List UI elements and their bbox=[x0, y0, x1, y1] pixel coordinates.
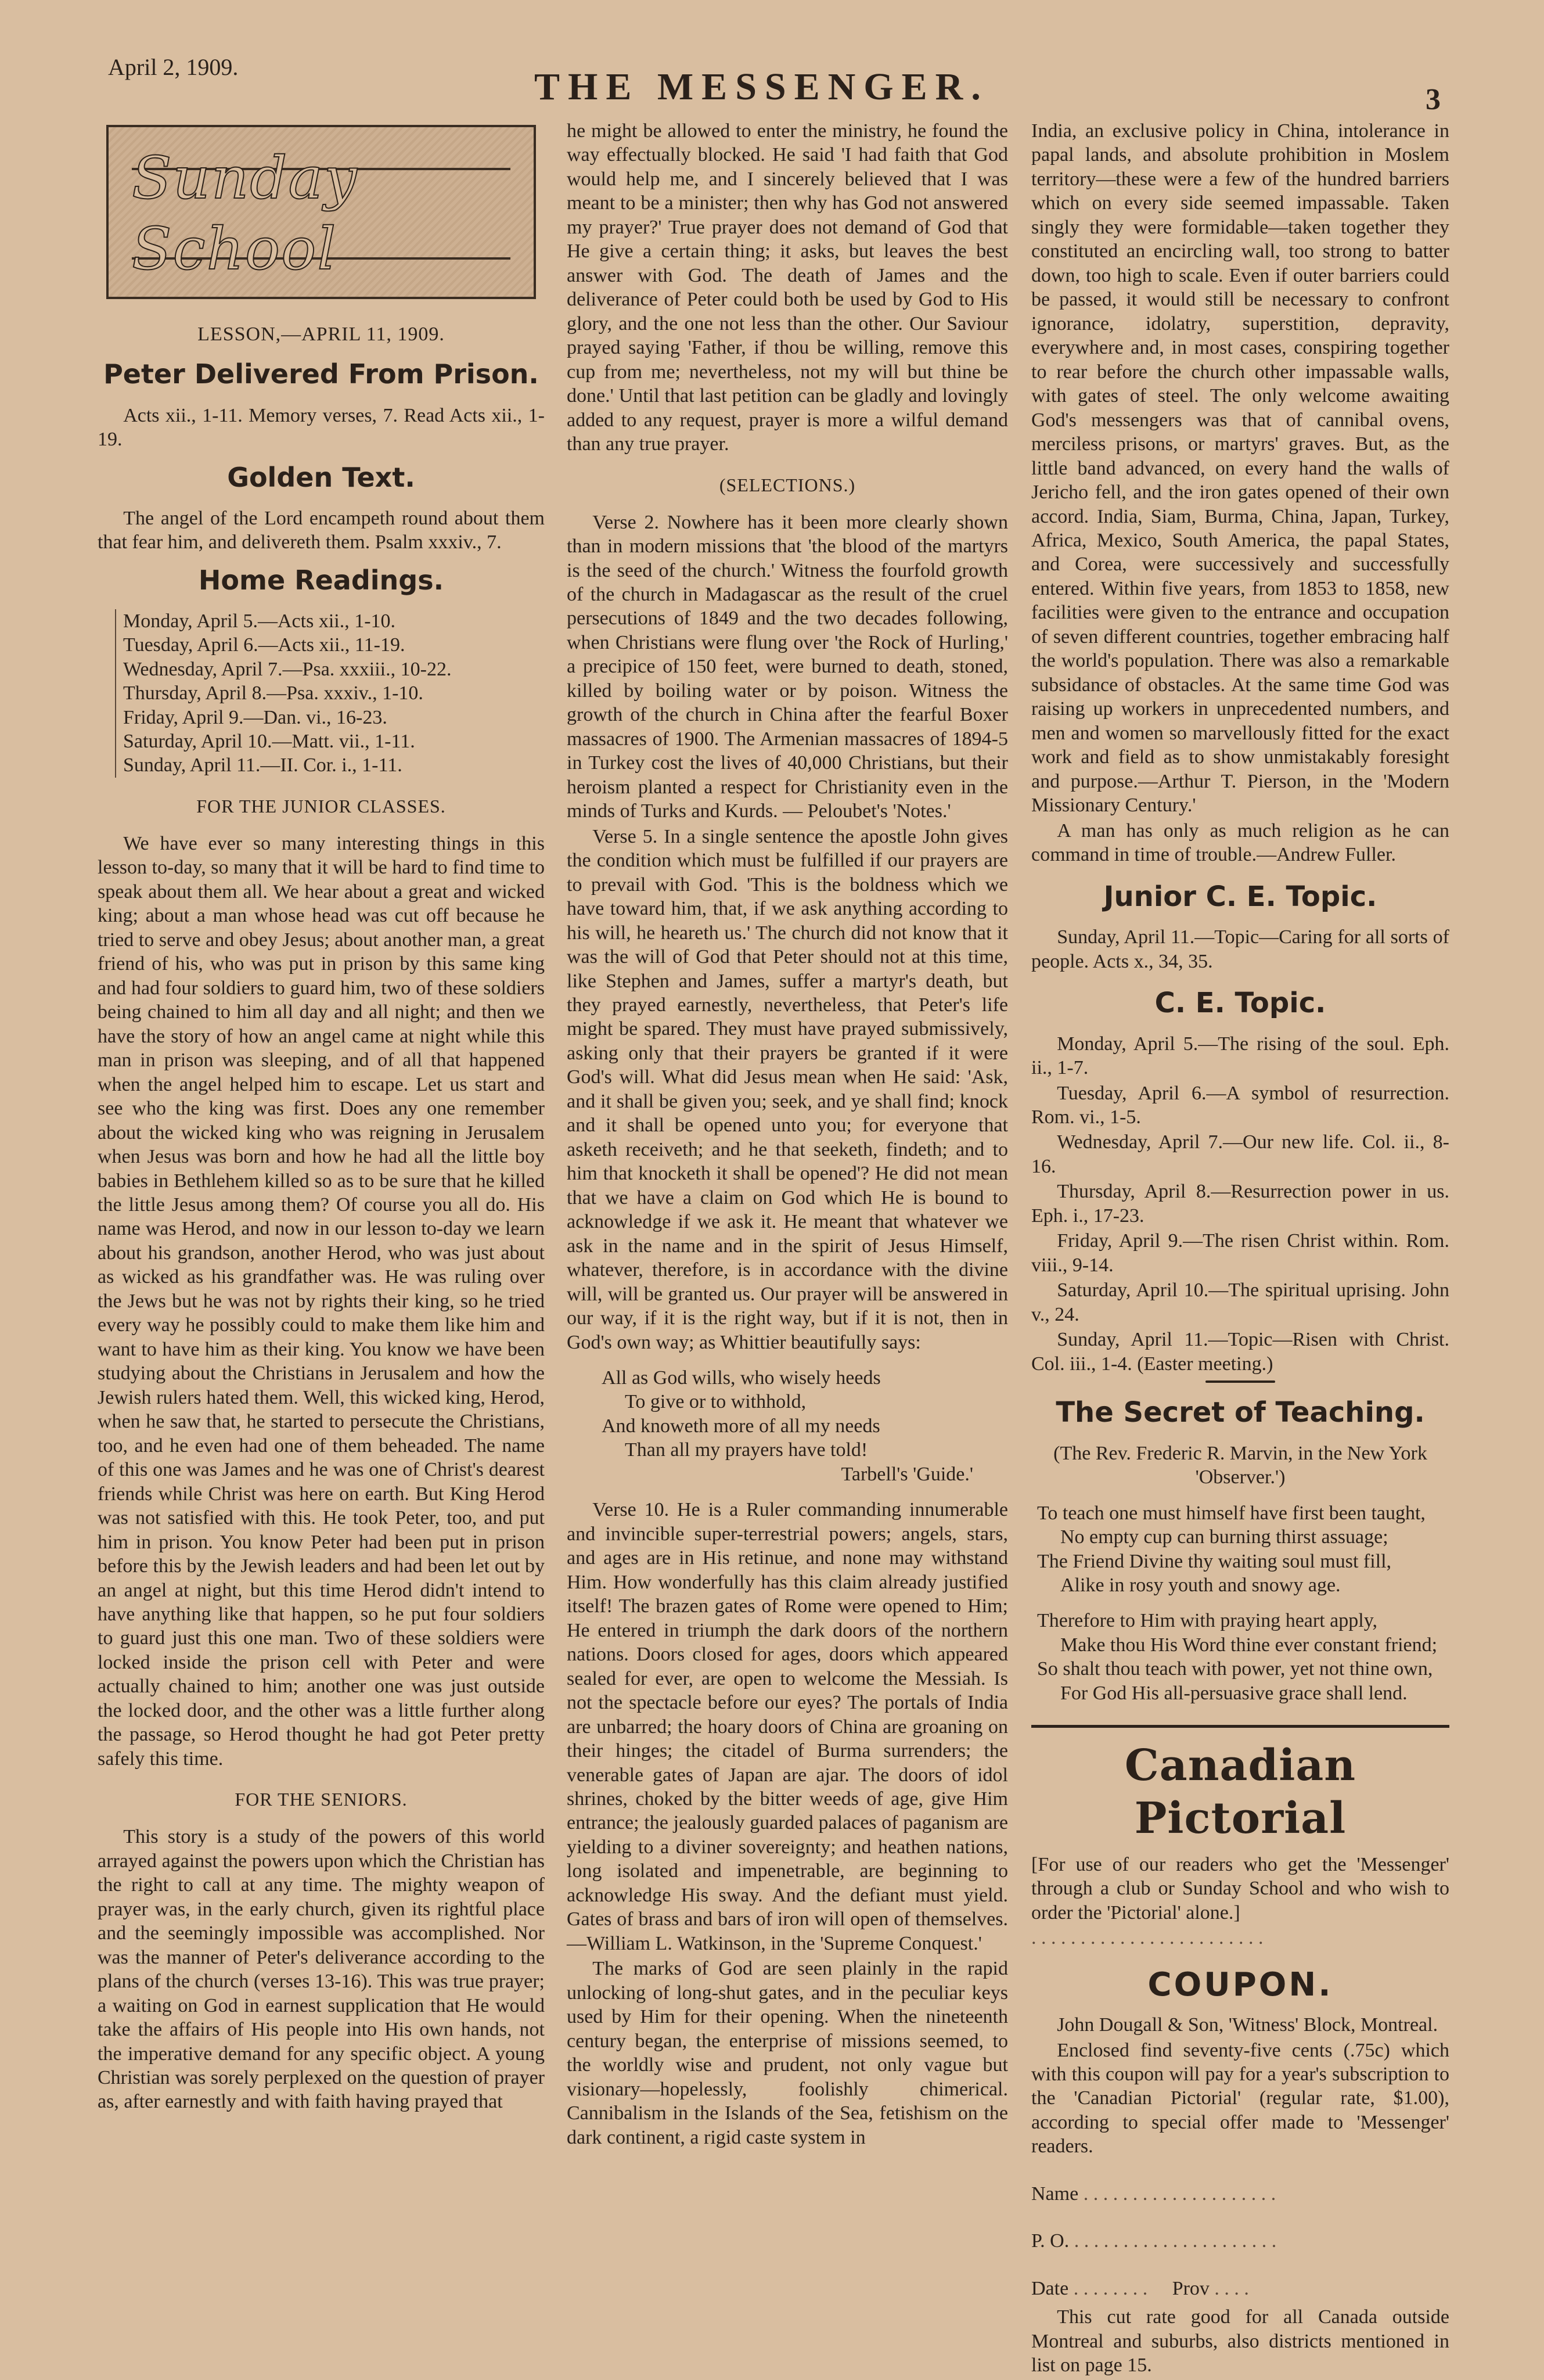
home-readings-list bbox=[115, 609, 545, 778]
issue-date: April 2, 1909. bbox=[108, 54, 239, 80]
secret-of-teaching-heading: The Secret of Teaching. bbox=[1056, 1396, 1425, 1429]
ce-item: Friday, April 9.—The risen Christ within. Rom. viii., 9-14. bbox=[1031, 1230, 1449, 1276]
poem-line: All as God wills, who wisely heeds bbox=[602, 1367, 881, 1389]
coupon-address: John Dougall & Son, 'Witness' Block, Montreal. bbox=[1057, 2014, 1438, 2036]
reading-item: Sunday, April 11.—II. Cor. i., 1-11. bbox=[115, 753, 545, 777]
reading-item: Saturday, April 10.—Matt. vii., 1-11. bbox=[115, 729, 545, 753]
fill-line: . . . . . . . . bbox=[1068, 2277, 1168, 2299]
column-3 bbox=[1031, 119, 1449, 2379]
poem-line: Alike in rosy youth and snowy age. bbox=[1060, 1574, 1341, 1597]
seniors-text: This story is a study of the powers of this world arrayed against the powers upon which the Christian has the right to call at any time. The mighty weapon of prayer was, in the early church, given its rightful place and the seemingly impossible was accomplished. Nor was the manner of Peter's deliverance according to the plans of the church (verses 13-16). This was true prayer; a waiting on God in earnest supplication that He would take the affairs of His people into His own hands, not the imperative demand for any specific object. A young Christian was sorely perplexed on the question of prayer as, after earnestly and with faith having prayed that bbox=[98, 1826, 545, 2113]
whittier-poem bbox=[602, 1366, 1008, 1486]
page-number: 3 bbox=[1426, 83, 1441, 116]
poem-line: So shalt thou teach with power, yet not thine own, bbox=[1037, 1658, 1433, 1680]
secret-poem bbox=[1037, 1501, 1449, 1706]
section-rule bbox=[1031, 1725, 1449, 1728]
seniors-heading: FOR THE SENIORS. bbox=[235, 1789, 408, 1810]
ce-item: Tuesday, April 6.—A symbol of resurrection. Rom. vi., 1-5. bbox=[1031, 1082, 1449, 1128]
coupon-footer: This cut rate good for all Canada outside Montreal and suburbs, also districts mentioned in list on page 15. bbox=[1031, 2306, 1449, 2377]
poem-line: And knoweth more of all my needs bbox=[602, 1415, 880, 1437]
banner-frame bbox=[132, 144, 510, 283]
junior-ce-text: Sunday, April 11.—Topic—Caring for all sorts of people. Acts x., 34, 35. bbox=[1031, 926, 1449, 972]
lesson-title: Peter Delivered From Prison. bbox=[103, 358, 539, 390]
lesson-date: LESSON,—APRIL 11, 1909. bbox=[197, 323, 445, 345]
po-field[interactable] bbox=[1031, 2229, 1449, 2253]
masthead-title: THE MESSENGER. bbox=[534, 66, 989, 108]
banner-title: Sunday School bbox=[132, 144, 358, 283]
junior-classes-heading: FOR THE JUNIOR CLASSES. bbox=[196, 795, 446, 817]
ce-item: Saturday, April 10.—The spiritual uprising. John v., 24. bbox=[1031, 1279, 1449, 1325]
junior-ce-heading: Junior C. E. Topic. bbox=[1103, 880, 1377, 913]
ce-topic-heading: C. E. Topic. bbox=[1154, 987, 1326, 1020]
column-1 bbox=[98, 125, 545, 2115]
poem-source: Tarbell's 'Guide.' bbox=[841, 1463, 973, 1485]
coupon-text: Enclosed find seventy-five cents (.75c) which with this coupon will pay for a year's subscription to the 'Canadian Pictorial' (regular rate, $1.00), according to special offer made to 'Messenger' readers. bbox=[1031, 2039, 1449, 2158]
pictorial-note: [For use of our readers who get the 'Messenger' through a club or Sunday School and who wish to order the 'Pictorial' alone.] bbox=[1031, 1853, 1449, 1924]
paragraph: Verse 5. In a single sentence the apostle John gives the condition which must be fulfilled if our prayers are to prevail with God. 'This is the boldness which we have toward him, that, if we ask anything according to his will, he heareth us.' The church did not know that it was the will of God that Peter should not at this time, like Stephen and James, suffer a martyr's death, but they prayed earnestly, nevertheless, that Peter's life might be spared. They must have prayed submissively, asking only that their prayers be granted if it were God's will. What did Jesus mean when He said: 'Ask, and it shall be given you; seek, and ye shall find; knock and it shall be opened unto you; for everyone that asketh receiveth; and he that seeketh, findeth; and to him that knocketh it shall be opened'? He did not mean that we have a claim on God which He is bound to acknowledge if we ask it. He meant that whatever we ask in the name and in the spirit of Jesus Himself, whatever, therefore, is in accordance with the divine will, will be granted us. Our prayer will be answered in our way, if it is the right way, but if it is not, then in God's own way; as Whittier beautifully says: bbox=[567, 825, 1008, 1353]
poem-line: No empty cup can burning thirst assuage; bbox=[1060, 1526, 1388, 1548]
ce-item: Wednesday, April 7.—Our new life. Col. ii., 8-16. bbox=[1031, 1131, 1449, 1177]
secret-byline: (The Rev. Frederic R. Marvin, in the New York 'Observer.') bbox=[1053, 1442, 1427, 1489]
selections-heading: (SELECTIONS.) bbox=[719, 474, 856, 495]
ce-item: Monday, April 5.—The rising of the soul. Eph. ii., 1-7. bbox=[1031, 1033, 1449, 1079]
reading-item: Wednesday, April 7.—Psa. xxxiii., 10-22. bbox=[115, 657, 545, 681]
fill-line: . . . . . . . . . . . . . . . . . . . . . bbox=[1069, 2230, 1277, 2252]
reading-item: Thursday, April 8.—Psa. xxxiv., 1-10. bbox=[115, 681, 545, 705]
po-label: P. O. bbox=[1031, 2230, 1070, 2252]
prov-label: Prov bbox=[1172, 2277, 1210, 2299]
lesson-references: Acts xii., 1-11. Memory verses, 7. Read Acts xii., 1-19. bbox=[98, 404, 545, 451]
column-2 bbox=[567, 119, 1008, 2151]
paragraph: The marks of God are seen plainly in the rapid unlocking of long-shut gates, and in the peculiar keys used by Him for their opening. When the nineteenth century began, the enterprise of missions seemed, to the worldly wise and prudent, not only vague but visionary—hopelessly, foolishly chimerical. Cannibalism in the Islands of the Sea, fetishism on the dark continent, a rigid caste system in bbox=[567, 1958, 1008, 2148]
coupon-heading: COUPON. bbox=[1147, 1965, 1333, 2004]
reading-item: Monday, April 5.—Acts xii., 1-10. bbox=[115, 609, 545, 633]
poem-line: For God His all-persuasive grace shall lend. bbox=[1060, 1682, 1408, 1704]
ornament-divider bbox=[1205, 1380, 1275, 1383]
reading-item: Tuesday, April 6.—Acts xii., 11-19. bbox=[115, 633, 545, 657]
fill-line: . . . . . . . . . . . . . . . . . . . . bbox=[1078, 2183, 1276, 2205]
poem-line: To teach one must himself have first been taught, bbox=[1037, 1502, 1426, 1524]
name-field[interactable] bbox=[1031, 2182, 1449, 2206]
paragraph: A man has only as much religion as he can command in time of trouble.—Andrew Fuller. bbox=[1031, 819, 1449, 866]
poem-line: Therefore to Him with praying heart apply, bbox=[1037, 1610, 1377, 1632]
poem-line: Than all my prayers have told! bbox=[625, 1439, 868, 1461]
ce-item: Thursday, April 8.—Resurrection power in us. Eph. i., 17-23. bbox=[1031, 1181, 1449, 1227]
sunday-school-banner bbox=[106, 125, 536, 299]
paragraph: Verse 10. He is a Ruler commanding innumerable and invincible super-terrestrial powers; angels, stars, and ages are in His retinue, and none may withstand Him. How wonderfully has this claim already justified itself! The brazen gates of Rome were opened to Him; He entered in triumph the dark doors of the northern nations. Doors closed for ages, doors which appeared sealed for ever, are open to welcome the Messiah. Is not the spectacle before our eyes? The portals of India are unbarred; the hoary doors of China are groaning on their hinges; the citadel of Burma surrenders; the venerable gates of Japan are ajar. The doors of idol shrines, choked by the bitter weeds of age, give Him entrance; the jealously guarded palaces of paganism are yielding to a diviner sovereignty; and heathen nations, long isolated and impenetrable, are beginning to acknowledge His sway. And the defiant must yield. Gates of brass and bars of iron will open of themselves.—William L. Watkinson, in the 'Supreme Conquest.' bbox=[567, 1499, 1008, 1954]
date-label: Date bbox=[1031, 2277, 1069, 2299]
golden-text: The angel of the Lord encampeth round about them that fear him, and delivereth them. Psalm xxxiv., 7. bbox=[98, 507, 545, 553]
poem-line: The Friend Divine thy waiting soul must fill, bbox=[1037, 1550, 1392, 1572]
name-label: Name bbox=[1031, 2183, 1079, 2205]
reading-item: Friday, April 9.—Dan. vi., 16-23. bbox=[115, 706, 545, 729]
poem-line: To give or to withhold, bbox=[625, 1391, 807, 1413]
poem-line: Make thou His Word thine ever constant friend; bbox=[1060, 1634, 1438, 1656]
date-prov-field[interactable] bbox=[1031, 2277, 1449, 2300]
junior-classes-text: We have ever so many interesting things in this lesson to-day, so many that it will be hard to find time to speak about them all. We hear about a great and wicked king; about a man whose head was cut off because he tried to serve and obey Jesus; about another man, a great friend of his, who was put in prison by this same king and had four soldiers to guard him, two of these soldiers being chained to him all day and all night; and then we have the story of how an angel came at night while this man in prison was sleeping, and of all that happened when the angel helped him to escape. Let us start and see who the king was first. Does any one remember about the wicked king who was reigning in Jerusalem when Jesus was born and how he had all the little boy babies in Bethlehem killed so as to be sure that he killed the little Jesus among them? Of course you all do. His name was Herod, and now in our lesson to-day we learn about his grandson, another Herod, who was just about as wicked as his grandfather was. He was ruling over the Jews but he was not by rights their king, so he tried every way he possibly could to make them like him and want to have him as their king. You know we have been studying about the Christians in Jerusalem and how the Jewish rulers hated them. Well, this wicked king, Herod, when he saw that, he started to persecute the Christians, too, and he even had one of them beheaded. The name of this one was James and he was one of Christ's dearest friends while Christ was here on earth. But King Herod was not satisfied with this. He took Peter, too, and put him in prison. You know Peter had been put in prison before this by the Jewish leaders and had been let out by an angel at night, but this time Herod didn't intend to have anything like that happen, so he put four soldiers to guard just this one man. Two of these soldiers were locked inside the prison cell with Peter and were actually chained to him; another one was just outside the locked door, and the other was a little further along the passage, so Herod thought he had got Peter pretty safely this time. bbox=[98, 832, 545, 1770]
paragraph: Verse 2. Nowhere has it been more clearly shown than in modern missions that 'the blood of the martyrs is the seed of the church.' Witness the fourfold growth of the church in Madagascar as the result of the cruel persecutions of 1849 and the two decades following, when Christians were flung over 'the Rock of Hurling,' a precipice of 150 feet, were burned to death, stoned, killed by boiling water or by poison. Witness the growth of the church in China after the fearful Boxer massacres of 1900. The Armenian massacres of 1894-5 in Turkey cost the lives of 40,000 Christians, but their heroism planted a respect for Christianity even in the minds of Turks and Kurds. — Peloubet's 'Notes.' bbox=[567, 511, 1008, 822]
ce-item: Sunday, April 11.—Topic—Risen with Christ. Col. iii., 1-4. (Easter meeting.) bbox=[1031, 1329, 1449, 1375]
paragraph: India, an exclusive policy in China, intolerance in papal lands, and absolute prohibition in Moslem territory—these were a few of the hundred barriers which on every side seemed impassable. Taken singly they were formidable—taken together they constituted an encircling wall, too strong to batter down, too high to scale. Even if outer barriers could be passed, it would still be necessary to confront ignorance, idolatry, superstition, depravity, everywhere and, in most cases, conspiring together to rear before the church other impassable walls, with gates of steel. The only welcome awaiting God's messengers was that of cannibal ovens, merciless prisons, or martyrs' graves. But, as the little band advanced, on every hand the walls of Jericho fell, and the iron gates opened of their own accord. India, Siam, Burma, China, Japan, Turkey, Africa, Mexico, South America, the papal States, and Corea, were successively and successfully entered. Within five years, from 1853 to 1858, new facilities were given to the entrance and occupation of seven different countries, together embracing half the world's population. There was also a remarkable subsidance of obstacles. At the same time God was raising up workers in unprecedented numbers, and men and women so marvellously fitted for the exact work and field as to show unmistakably foresight and purpose.—Arthur T. Pierson, in the 'Modern Missionary Century.' bbox=[1031, 120, 1449, 817]
paragraph: he might be allowed to enter the ministry, he found the way effectually blocked. He said 'I had faith that God would help me, and I sincerely believed that I was meant to be a minister; then why has God not answered my prayer?' True prayer does not demand of God that He give a certain thing; it asks, but leaves the best answer with God. The death of James and the deliverance of Peter could both be used by God to His glory, and the one not less than the other. Our Saviour prayed saying 'Father, if thou be willing, remove this cup from me; nevertheless, not my will but thine be done.' Until that last petition can be gladly and lovingly added to any request, prayer is more a wilful demand than any true prayer. bbox=[567, 120, 1008, 455]
golden-text-heading: Golden Text. bbox=[227, 461, 415, 493]
home-readings-heading: Home Readings. bbox=[198, 564, 444, 596]
fill-line: . . . . bbox=[1209, 2277, 1249, 2299]
canadian-pictorial-title: Canadian Pictorial bbox=[1124, 1741, 1356, 1843]
dotted-line: . . . . . . . . . . . . . . . . . . . . . . . . bbox=[1031, 1927, 1264, 1949]
